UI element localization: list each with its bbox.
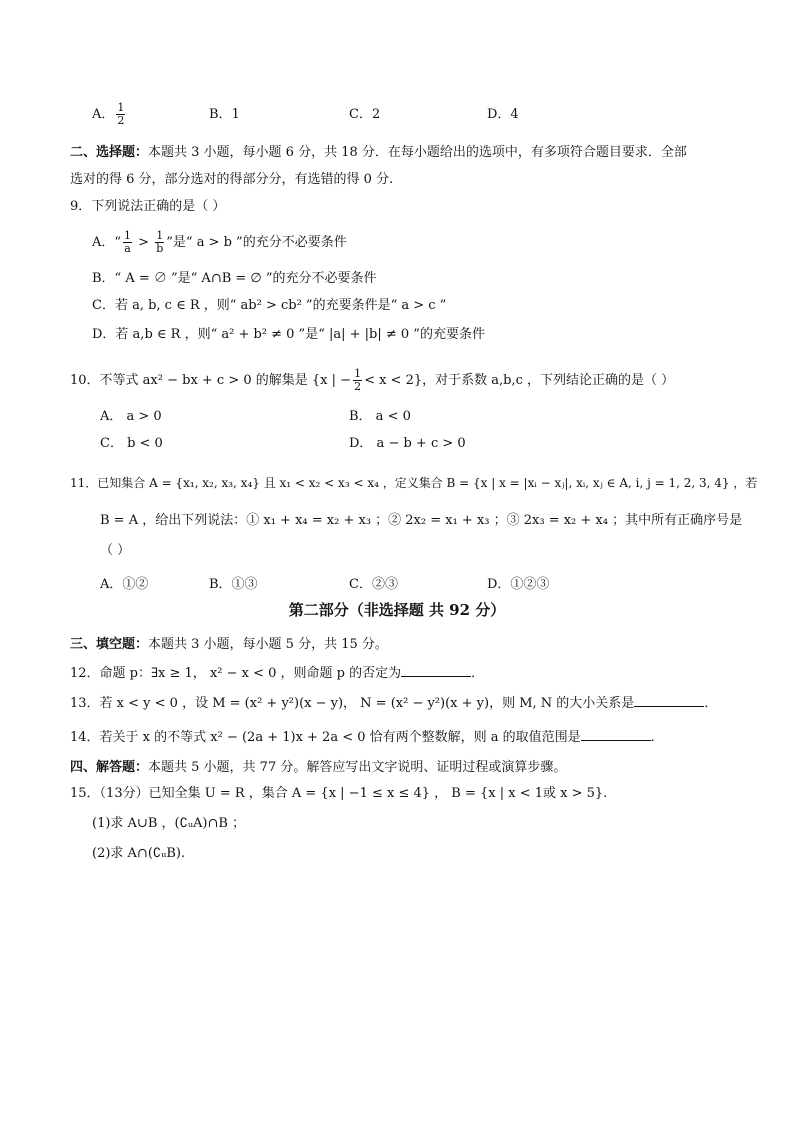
q12: 12．命题 p：∃x ≥ 1， x² − x < 0 ，则命题 p 的否定为 ． [70, 666, 485, 681]
q11-option-a: A．①② [100, 577, 149, 592]
q9-stem: 9．下列说法正确的是（ ） [70, 199, 226, 214]
section2-label: 二、选择题： [70, 145, 149, 160]
q10-option-d: D． a − b + c > 0 [349, 436, 466, 451]
q11-stem-line3: （ ） [100, 543, 131, 558]
q9-option-d: D．若 a,b ∈ R ，则“ a² + b² ≠ 0 ”是“ |a| + |b| ≠ 0 ”的充要条件 [92, 327, 485, 342]
q15-stem: 15．（13分）已知全集 U = R ，集合 A = {x | −1 ≤ x ≤ 4} ， B = {x | x < 1或 x > 5}. [70, 786, 608, 801]
section2-text-line2: 选对的得 6 分，部分选对的得部分分，有选错的得 0 分. [70, 172, 394, 187]
q8-option-c: C．2 [349, 107, 381, 122]
answer-blank [634, 694, 704, 707]
q9-option-c: C．若 a, b, c ∈ R ，则“ ab² > cb² ”的充要条件是“ a > c ” [92, 298, 447, 313]
q11-option-c: C．②③ [349, 577, 398, 592]
q10-option-b: B． a < 0 [349, 409, 411, 424]
fraction: $\frac{1}{2}$ [117, 101, 125, 127]
section4-header: 四、解答题：本题共 5 小题，共 77 分。解答应写出文字说明、证明过程或演算步骤。 [70, 760, 567, 775]
q8-option-d: D．4 [487, 107, 519, 122]
section2-header [70, 144, 687, 162]
q15-part2: (2)求 A∩(∁ᵤB). [92, 846, 186, 861]
q15-part1: (1)求 A∪B ，(∁ᵤA)∩B ； [92, 816, 246, 831]
fraction-one-half: $\frac{1}{2}$ [354, 367, 362, 393]
q9-option-a: A．“ $\frac{1}{a}$ > $\frac{1}{b}$ ”是“ a > b ”的充分不必要条件 [92, 229, 347, 255]
section3-header: 三、填空题：本题共 3 小题，每小题 5 分，共 15 分。 [70, 637, 388, 652]
part2-title: 第二部分（非选择题 共 92 分） [288, 601, 506, 619]
q11-option-d: D．①②③ [487, 577, 550, 592]
q10-option-a: A． a > 0 [100, 409, 162, 424]
q11-stem-line1: 11．已知集合 A = {x₁, x₂, x₃, x₄} 且 x₁ < x₂ < x₃ < x₄ ，定义集合 B = {x | x = |xᵢ − xⱼ|, xᵢ, xⱼ ∈ A, i, j = 1, 2, 3, 4} ，若 [70, 476, 758, 490]
q8-option-a [92, 102, 127, 127]
q8-option-a-prefix: A． [92, 107, 115, 122]
q9-option-b: B．“ A = ∅ ”是“ A∩B = ∅ ”的充分不必要条件 [92, 271, 377, 286]
answer-blank [401, 664, 471, 677]
q8-option-b: B．1 [209, 107, 240, 122]
q14: 14．若关于 x 的不等式 x² − (2a + 1)x + 2a < 0 恰有两个整数解，则 a 的取值范围是 ． [70, 730, 664, 745]
fraction-1-over-a: $\frac{1}{a}$ [124, 229, 132, 255]
section2-text-line1: 本题共 3 小题，每小题 6 分，共 18 分．在每小题给出的选项中，有多项符合题目要求．全部 [148, 145, 687, 160]
q13: 13．若 x < y < 0 ，设 M = (x² + y²)(x − y)， N = (x² − y²)(x + y)，则 M, N 的大小关系是 ． [70, 696, 718, 711]
q10-option-c: C． b < 0 [100, 436, 163, 451]
answer-blank [581, 728, 651, 741]
fraction-1-over-b: $\frac{1}{b}$ [156, 229, 164, 255]
q11-option-b: B．①③ [209, 577, 258, 592]
q10-stem: 10．不等式 ax² − bx + c > 0 的解集是 {x | − $\frac{1}{2}$ < x < 2}，对于系数 a,b,c ，下列结论正确的是（ ） [70, 367, 675, 393]
q11-stem-line2: B = A ，给出下列说法：① x₁ + x₄ = x₂ + x₃ ；② 2x₂ = x₁ + x₃ ；③ 2x₃ = x₂ + x₄ ；其中所有正确序号是 [100, 513, 743, 528]
